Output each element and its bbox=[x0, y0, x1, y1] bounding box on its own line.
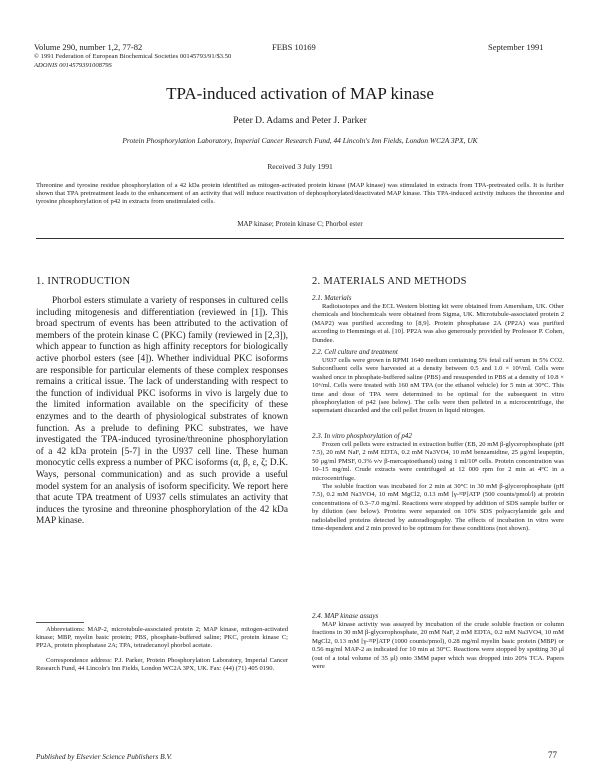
intro-body bbox=[36, 296, 288, 528]
cell-culture-subheading: 2.2. Cell culture and treatment bbox=[312, 348, 398, 356]
intro-paragraph: Phorbol esters stimulate a variety of responses in cultured cells including mitogenesis and differentiation (reviewed in [1]). This broad spectrum of events has been attributed to the activation of members of the protein kinase C (PKC) family (reviewed in [2,3]), which appear to function as high affinity receptors for biologically active phorbol esters (see [4]). Whether individual PKC isoforms are responsible for particular elements of these complex responses remains a critical issue. The lack of understanding with respect to the function of individual PKC isoforms in vivo is largely due to the limited information available on the specificity of these enzymes and to the dearth of physiological substrates of known function. As a prelude to defining PKC substrates, we have investigated the TPA-induced tyrosine/threonine phosphorylation of a 42 kDa protein [5-7] in the U937 cell line. These human monocytic cells express a number of PKC isoforms (α, β, ε, ζ; D.K. Ways, personal communication) and as such provide a useful model system for an analysis of isoform specificity. We report here that acute TPA treatment of U937 cells stimulates an activity that induces the tyrosine and threonine phosphorylation of the 42 kDa MAP kinase. bbox=[36, 296, 288, 527]
abbreviations: Abbreviations: MAP-2, microtubule-associated protein 2; MAP kinase, mitogen-activated kinase; MBP, myelin basic protein; PBS, phosphate-buffered saline; PKC, protein kinase C; PP2A, protein phosphatase 2A; TPA, tetradecanoyl phorbol acetate. bbox=[36, 626, 288, 650]
page-number: 77 bbox=[548, 750, 557, 760]
map-kinase-assays-text bbox=[312, 621, 564, 671]
cell-culture-text bbox=[312, 357, 564, 416]
phosphorylation-paragraph-2: The soluble fraction was incubated for 2 min at 30°C in 30 mM β-glycerophosphate (pH 7.5), 0.2 mM Na3VO4, 10 mM MgCl2, 0.13 mM [γ-³²P]ATP (500 counts/pmol/l) at protein concentrations of 0.3–7.0 mg/ml. Reactions were stopped by addition of SDS sample buffer or by dilution (see below). Proteins were separated on 10% SDS polyacrylamide gels and radiolabelled proteins detected by autoradiography. The effects of incubation in vitro were time-dependent and 2 min proved to be optimum for these conditions (not shown). bbox=[312, 483, 564, 533]
volume-info: Volume 290, number 1,2, 77-82 bbox=[34, 42, 143, 52]
phosphorylation-subheading: 2.3. In vitro phosphorylation of p42 bbox=[312, 432, 412, 440]
issue-date: September 1991 bbox=[488, 42, 544, 52]
paper-title: TPA-induced activation of MAP kinase bbox=[166, 84, 434, 103]
febs-number: FEBS 10169 bbox=[272, 42, 316, 52]
materials-text bbox=[312, 303, 564, 345]
footnote-rule bbox=[36, 622, 84, 623]
affiliation: Protein Phosphorylation Laboratory, Imperial Cancer Research Fund, 44 Lincoln's Inn Fields, London WC2A 3PX, UK bbox=[122, 136, 478, 145]
keywords: MAP kinase; Protein kinase C; Phorbol ester bbox=[237, 220, 363, 228]
footnotes bbox=[36, 626, 288, 673]
correspondence: Correspondence address: P.J. Parker, Protein Phosphorylation Laboratory, Imperial Cancer Research Fund, 44 Lincoln's Inn Fields, London WC2A 3PX, UK. Fax: (44) (71) 405 0190. bbox=[36, 656, 288, 672]
adonis-line: ADONIS 001457939100879S bbox=[34, 62, 112, 69]
copyright-line: © 1991 Federation of European Biochemical Societies 00145793/91/$3.50 bbox=[34, 53, 232, 60]
cell-culture-paragraph: U937 cells were grown in RPMI 1640 medium containing 5% fetal calf serum in 5% CO2. Subconfluent cells were harvested at a density between 0.5 and 1.0 × 10⁶/ml. Cells were washed once in phosphate-buffered saline (PBS) and resuspended in PBS at a density of 10.8 × 10⁶/ml. Cells were treated with 160 nM TPA (or the ethanol vehicle) for 5 min at 30°C. This time and dose of TPA were determined to be optimal for the subsequent in vitro phosphorylation of p42 (see below). The cells were then pelleted in a microcentrifuge, the supernatant discarded and the cell pellet frozen in liquid nitrogen. bbox=[312, 357, 564, 415]
map-kinase-assays-paragraph: MAP kinase activity was assayed by incubation of the crude soluble fraction or column fractions in 30 mM β-glycerophosphate, 20 mM NaF, 2 mM EDTA, 0.2 mM Na3VO4, 10 mM MgCl2, 0.13 mM [γ-³²P]ATP (1000 counts/pmol), 0.28 mg/ml myelin basic protein (MBP) or 0.56 mg/ml MAP-2 as indicated for 10 min at 30°C. Reactions were stopped by spotting 30 μl (out of a total volume of 35 μl) onto 3MM paper which was dropped into 20% TCA. Papers were bbox=[312, 621, 564, 671]
authors: Peter D. Adams and Peter J. Parker bbox=[233, 116, 367, 126]
materials-subheading: 2.1. Materials bbox=[312, 294, 352, 302]
phosphorylation-paragraph-1: Frozen cell pellets were extracted in extraction buffer (EB, 20 mM β-glycerophosphate (pH 7.5), 20 mM NaF, 2 mM EDTA, 0.2 mM Na3VO4, 10 mM benzamidine, 25 μg/ml leupeptin, 50 μg/ml PMSF, 0.3% v/v β-mercaptoethanol) using 1 ml/10⁸ cells. Protein concentration was 10–15 mg/ml. Crude extracts were centrifuged at 12 000 rpm for 2 min at 4°C in a microcentrifuge. bbox=[312, 441, 564, 482]
materials-paragraph: Radioisotopes and the ECL Western blotting kit were obtained from Amersham, UK. Other chemicals and biochemicals were obtained from Sigma, UK. Microtubule-associated protein 2 (MAP2) was purified according to [8,9]. Protein phosphatase 2A (PP2A) was purified according to Hemmings et al. [10]. PP2A was also generously provided by Professor P. Cohen, Dundee. bbox=[312, 303, 564, 344]
map-kinase-assays-subheading: 2.4. MAP kinase assays bbox=[312, 612, 379, 620]
abstract: Threonine and tyrosine residue phosphorylation of a 42 kDa protein identified as mitogen-activated protein kinase (MAP kinase) was stimulated in extracts from TPA-pretreated cells. It is further shown that TPA pretreatment leads to the enhancement of an activity that will induce reactivation of dephosphorylated/deactivated MAP kinase. This TPA-induced activity induces the threonine and tyrosine phosphorylation of p42 in extracts from unstimulated cells. bbox=[36, 182, 564, 206]
methods-heading: 2. MATERIALS AND METHODS bbox=[312, 276, 467, 287]
abstract-divider bbox=[36, 238, 564, 239]
intro-heading: 1. INTRODUCTION bbox=[36, 276, 131, 287]
received-date: Received 3 July 1991 bbox=[267, 162, 333, 171]
phosphorylation-text bbox=[312, 441, 564, 533]
publisher-line: Published by Elsevier Science Publishers B.V. bbox=[36, 752, 172, 761]
